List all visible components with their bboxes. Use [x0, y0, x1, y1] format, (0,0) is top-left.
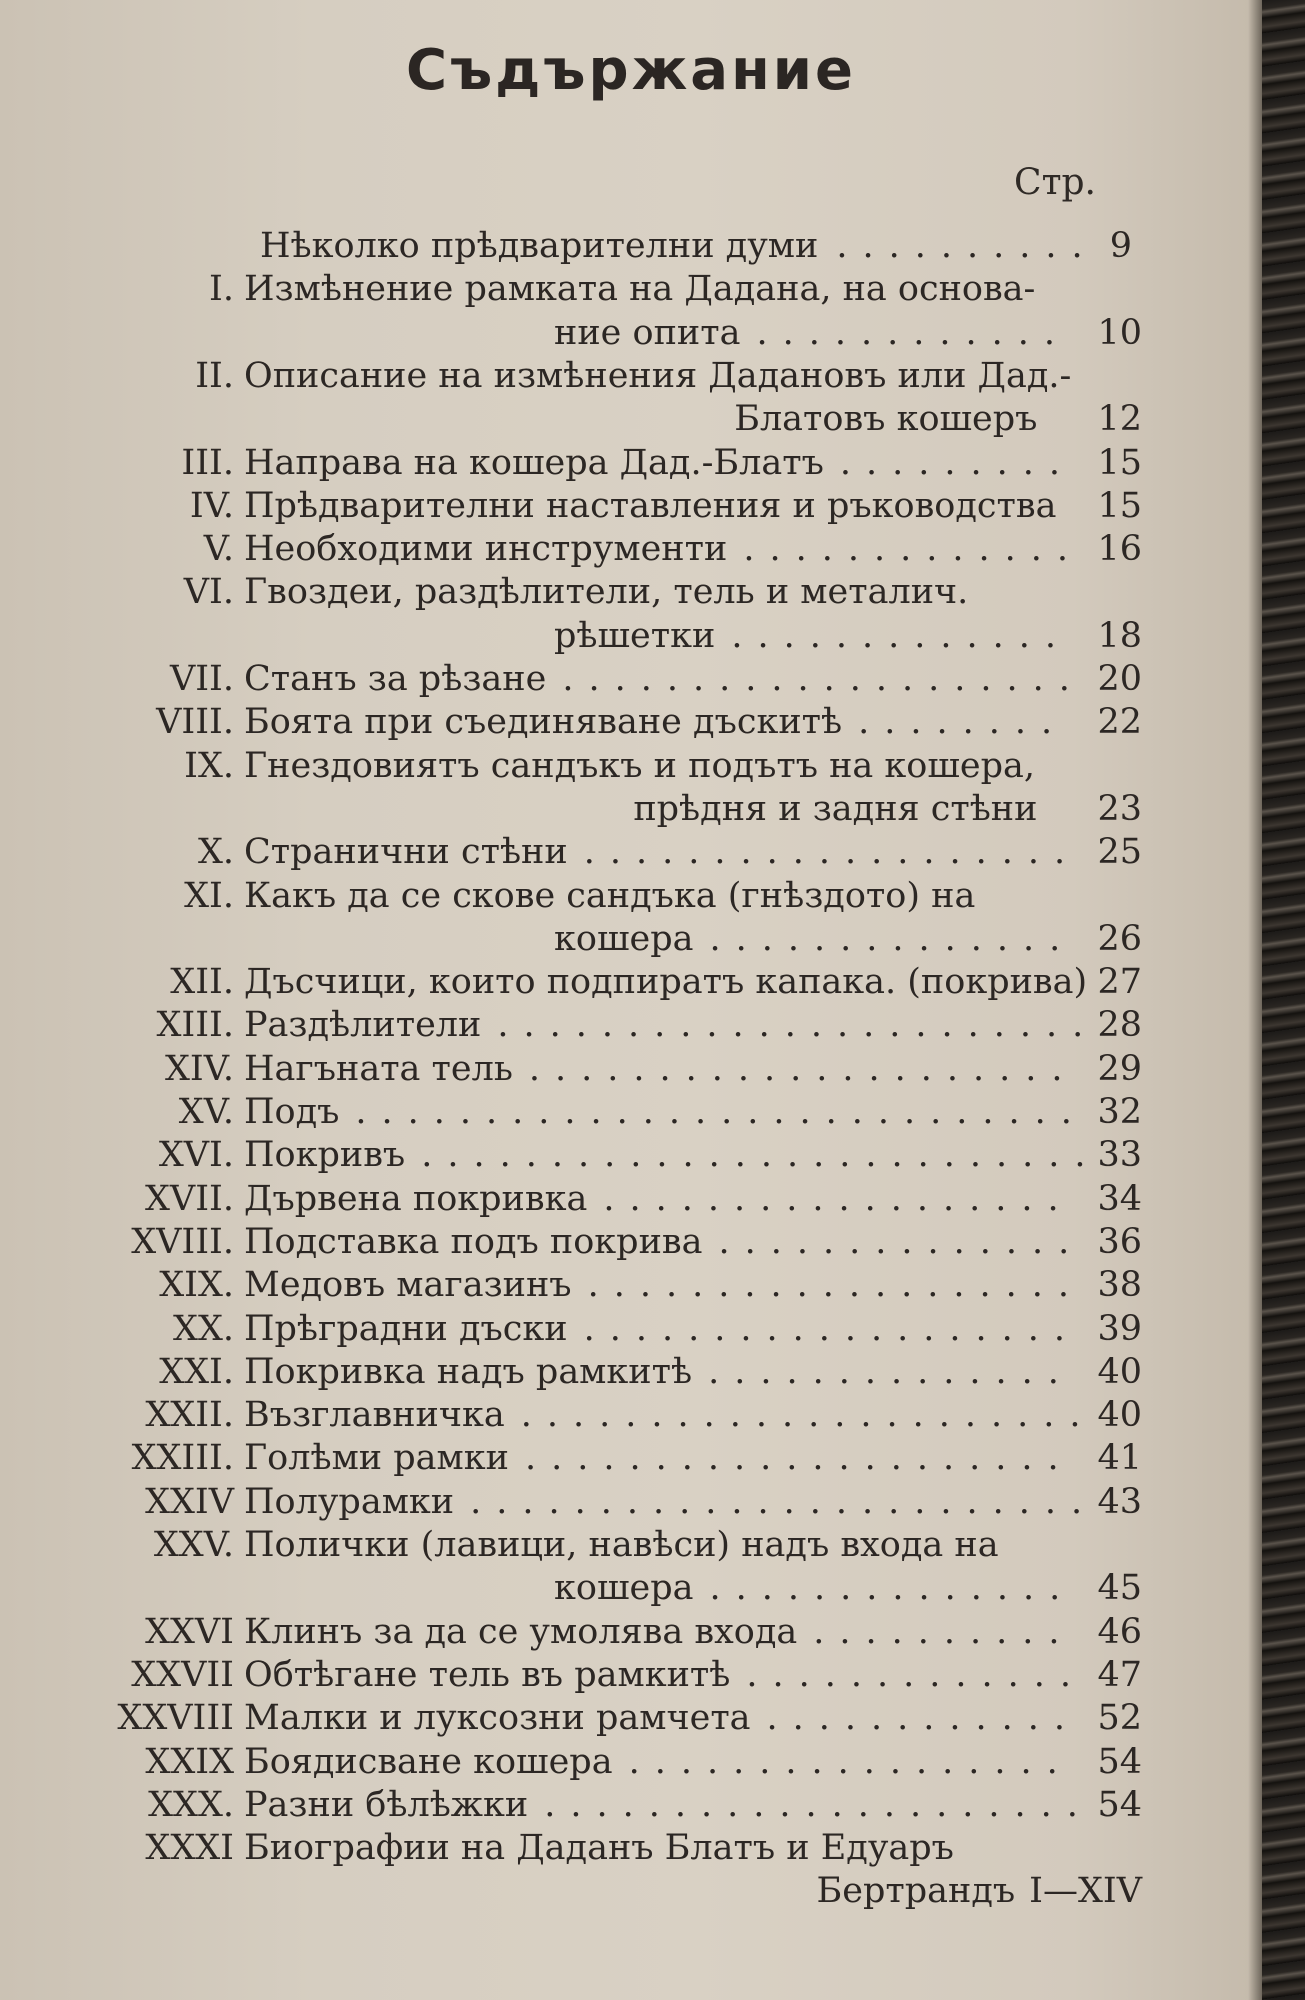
leader-dots: .......... — [836, 226, 1098, 266]
toc-entry-continuation — [0, 399, 1262, 443]
toc-entry-number: XXXI — [145, 1828, 234, 1869]
toc-entry-page: 40 — [1097, 1351, 1142, 1392]
leader-dots: ............ — [766, 1698, 1081, 1739]
toc-entry-title: Дъсчици, които подпиратъ капака. (покрива) — [244, 962, 1088, 1003]
toc-entry-continuation — [0, 1568, 1262, 1612]
toc-entry-page: I—XIV — [1029, 1871, 1142, 1912]
toc-entry-title: Клинъ за да се умолява входа — [244, 1611, 798, 1652]
toc-entry — [0, 356, 1262, 400]
toc-entry-page: 38 — [1097, 1265, 1142, 1306]
toc-entry-title: Станъ за рѣзане — [244, 659, 547, 699]
toc-entry-page: 39 — [1097, 1308, 1142, 1349]
toc-entry-page: 15 — [1097, 442, 1142, 483]
toc-entry — [0, 1135, 1262, 1179]
toc-entry-page: 10 — [1097, 312, 1142, 353]
leader-dots: .................. — [603, 1178, 1074, 1219]
toc-entry-title: Полички (лавици, навѣси) надъ входа на — [244, 1525, 999, 1565]
toc-entry-title: Прѣградни дъски — [244, 1308, 568, 1349]
leader-dots: ..................... — [528, 1048, 1078, 1089]
toc-entry-number: XXIII. — [131, 1438, 234, 1479]
toc-entry-page: 9 — [1109, 226, 1132, 266]
toc-entry — [0, 529, 1262, 573]
toc-entry-title: Обтѣгане тель въ рамкитѣ — [244, 1654, 731, 1695]
toc-entry-page: 47 — [1097, 1654, 1142, 1695]
toc-entry-page: 16 — [1097, 529, 1142, 570]
toc-entry — [0, 659, 1262, 703]
leader-dots: ............. — [731, 615, 1071, 656]
leader-dots: ...................... — [520, 1395, 1096, 1436]
toc-entry-number: XVII. — [145, 1178, 234, 1219]
toc-entry — [0, 1742, 1262, 1786]
leader-dots: ........ — [858, 702, 1068, 743]
toc-entry-title: Подставка подъ покрива — [244, 1221, 703, 1262]
leader-dots: .............. — [708, 1351, 1074, 1392]
toc-entry-number: XVIII. — [131, 1221, 234, 1262]
toc-entry-number: IV. — [189, 485, 234, 526]
toc-entry-page: 41 — [1097, 1438, 1142, 1479]
toc-entry-page: 54 — [1097, 1784, 1142, 1825]
leader-dots: ....................... — [497, 1005, 1099, 1046]
toc-entry-title: Медовъ магазинъ — [244, 1265, 572, 1306]
toc-entry — [0, 1309, 1262, 1353]
toc-entry-title: Разни бѣлѣжки — [244, 1784, 529, 1825]
toc-entry — [0, 1265, 1262, 1309]
toc-entry-page: 20 — [1097, 659, 1142, 699]
toc-entry-page: 12 — [1097, 399, 1142, 440]
leader-dots: .............. — [718, 1221, 1085, 1262]
toc-entry-title-continuation: ние опита — [554, 312, 741, 353]
leader-dots: ................. — [628, 1741, 1073, 1782]
leader-dots: .......... — [813, 1611, 1075, 1652]
toc-entry-number: XXX. — [148, 1784, 234, 1825]
toc-entry-number: V. — [203, 529, 234, 570]
toc-entry-title: Голѣми рамки — [244, 1438, 509, 1479]
toc-entry-page: 45 — [1097, 1568, 1142, 1609]
toc-entry — [0, 1438, 1262, 1482]
toc-entry-page: 40 — [1097, 1395, 1142, 1436]
page-title: Съдържание — [406, 38, 856, 103]
toc-entry-page: 54 — [1097, 1741, 1142, 1782]
toc-entry-page: 43 — [1097, 1481, 1142, 1522]
toc-entry — [0, 269, 1262, 313]
toc-entry-title: Нагъната тель — [244, 1048, 513, 1089]
leader-dots: ........................ — [470, 1481, 1098, 1522]
toc-entry-number: XXIX — [145, 1741, 234, 1782]
toc-entry-number: XVI. — [158, 1135, 234, 1176]
toc-entry — [0, 702, 1262, 746]
toc-entry-title: Биографии на Даданъ Блатъ и Едуаръ — [244, 1828, 954, 1869]
toc-entry-title: Странични стѣни — [244, 832, 568, 873]
toc-entry-page: 33 — [1097, 1135, 1142, 1176]
toc-entry-page: 34 — [1097, 1178, 1142, 1219]
toc-entry-title: Дървена покривка — [244, 1178, 588, 1219]
toc-entry-page: 29 — [1097, 1048, 1142, 1089]
toc-entry — [0, 1049, 1262, 1093]
toc-entry-number: IX. — [184, 745, 234, 786]
toc-entry-number: XXI. — [159, 1351, 234, 1392]
toc-entry-number: XV. — [178, 1092, 234, 1132]
leader-dots: .......................... — [421, 1135, 1101, 1176]
toc-entry — [0, 1092, 1262, 1136]
toc-entry-page: 52 — [1097, 1698, 1142, 1739]
toc-entry-page: 15 — [1097, 485, 1142, 526]
toc-entry-number: VII. — [169, 659, 234, 699]
toc-entry-continuation — [0, 789, 1262, 833]
toc-entry — [0, 1352, 1262, 1396]
toc-entry-number: XXVII — [131, 1654, 234, 1695]
leader-dots: ............ — [756, 312, 1070, 353]
toc-entry-page: 23 — [1097, 788, 1142, 829]
toc-entry — [0, 1785, 1262, 1829]
toc-entry-number: XXVIII — [117, 1698, 234, 1739]
page-column-header: Стр. — [1014, 162, 1096, 203]
toc-entry — [0, 1395, 1262, 1439]
toc-entry-title: Необходими инструменти — [244, 529, 728, 570]
toc-entry-number: III. — [181, 442, 234, 483]
toc-entry — [0, 1005, 1262, 1049]
toc-entry-page: 27 — [1097, 962, 1142, 1003]
toc-entry-number: XI. — [184, 875, 234, 916]
toc-entry-number: XIV. — [164, 1048, 234, 1089]
toc-entry-title: Описание на измѣнения Дадановъ или Дад.- — [244, 355, 1072, 396]
toc-entry-title: Какъ да се скове сандъка (гнѣздото) на — [244, 875, 976, 916]
toc-entry-number: VI. — [183, 572, 234, 613]
leader-dots: ..................... — [524, 1438, 1074, 1479]
toc-entry — [0, 832, 1262, 876]
toc-entry-title: Направа на кошера Дад.-Блатъ — [244, 442, 824, 483]
toc-entry-title: Възглавничка — [244, 1395, 505, 1436]
toc-entry-title-continuation: Блатовъ кошеръ — [734, 399, 1038, 440]
toc-entry-number: XX. — [173, 1308, 234, 1349]
toc-entry-number: XXIV — [145, 1481, 234, 1522]
toc-entry — [0, 1222, 1262, 1266]
toc-entry — [0, 876, 1262, 920]
toc-entry — [0, 1612, 1262, 1656]
toc-entry-title: Подъ — [244, 1092, 340, 1132]
leader-dots: ............. — [743, 529, 1083, 570]
toc-entry-title-continuation: Бертрандъ — [816, 1871, 1016, 1912]
toc-entry-page: 25 — [1097, 832, 1142, 873]
toc-entry — [0, 572, 1262, 616]
toc-entry — [0, 1698, 1262, 1742]
toc-entry-page: 18 — [1097, 615, 1142, 656]
toc-entry-title: Гвоздеи, раздѣлители, тель и металич. — [244, 572, 969, 613]
leader-dots: .............. — [709, 1568, 1076, 1609]
toc-entry-title: Полурамки — [244, 1481, 455, 1522]
leader-dots: ..................... — [544, 1784, 1093, 1825]
toc-entry-page: 26 — [1097, 918, 1142, 959]
toc-entry — [0, 1179, 1262, 1223]
book-spine-edge — [1262, 0, 1305, 2000]
toc-entry — [0, 486, 1262, 530]
toc-entry-page: 46 — [1097, 1611, 1142, 1652]
toc-entry-number: XXII. — [145, 1395, 234, 1436]
toc-entry-number: XII. — [170, 962, 234, 1003]
leader-dots: ................... — [583, 1308, 1080, 1349]
toc-entry-number: II. — [195, 355, 234, 396]
toc-entry — [0, 1525, 1262, 1569]
toc-entry-page: 32 — [1097, 1092, 1142, 1132]
toc-entry-title: Боядисване кошера — [244, 1741, 613, 1782]
toc-entry-continuation — [0, 1871, 1262, 1915]
toc-entry-title: Раздѣлители — [244, 1005, 482, 1046]
toc-entry-title: Гнездовиятъ сандъкъ и подътъ на кошера, — [244, 745, 1036, 786]
toc-entry-title-continuation: кошера — [554, 918, 694, 959]
toc-entry-title: Измѣнение рамката на Дадана, на основа- — [244, 269, 1036, 310]
leader-dots: ................... — [587, 1265, 1084, 1306]
toc-entry-title-continuation: прѣдня и задня стѣни — [633, 788, 1038, 829]
toc-entry-title: Покривка надъ рамкитѣ — [244, 1351, 693, 1392]
toc-entry — [0, 1828, 1262, 1872]
toc-entry-title: Нѣколко прѣдварителни думи — [260, 226, 819, 266]
toc-entry — [0, 443, 1262, 487]
toc-entry-title: Малки и луксозни рамчета — [244, 1698, 751, 1739]
toc-entry-number: XXV. — [153, 1525, 234, 1565]
toc-entry-number: XXVI — [145, 1611, 234, 1652]
toc-entry-continuation — [0, 313, 1262, 357]
toc-entry-title-continuation: кошера — [554, 1568, 694, 1609]
leader-dots: ................... — [583, 832, 1081, 873]
leader-dots: ............................ — [355, 1092, 1087, 1132]
toc-entry-continuation — [0, 616, 1262, 660]
toc-entry — [0, 746, 1262, 790]
leader-dots: .............. — [709, 918, 1076, 959]
toc-entry — [0, 226, 1262, 270]
toc-entry — [0, 962, 1262, 1006]
toc-entry — [0, 1655, 1262, 1699]
toc-entry-title-continuation: рѣшетки — [554, 615, 716, 656]
toc-entry-title: Боята при съединяване дъскитѣ — [244, 702, 843, 743]
leader-dots: ............. — [746, 1654, 1087, 1695]
toc-entry-number: XIII. — [156, 1005, 234, 1046]
leader-dots: .................... — [562, 659, 1085, 699]
toc-entry-page: 28 — [1097, 1005, 1142, 1046]
toc-entry-number: I. — [209, 269, 234, 310]
toc-entry-page: 36 — [1097, 1221, 1142, 1262]
toc-entry-number: XIX. — [159, 1265, 234, 1306]
toc-entry-number: X. — [197, 832, 234, 873]
toc-entry — [0, 1482, 1262, 1526]
toc-entry-number: VIII. — [156, 702, 234, 743]
toc-entry-title: Прѣдварителни наставления и ръководства — [244, 485, 1057, 526]
toc-entry-continuation — [0, 919, 1262, 963]
toc-entry-page: 22 — [1097, 702, 1142, 743]
leader-dots: ......... — [839, 442, 1076, 483]
toc-entry-title: Покривъ — [244, 1135, 406, 1176]
